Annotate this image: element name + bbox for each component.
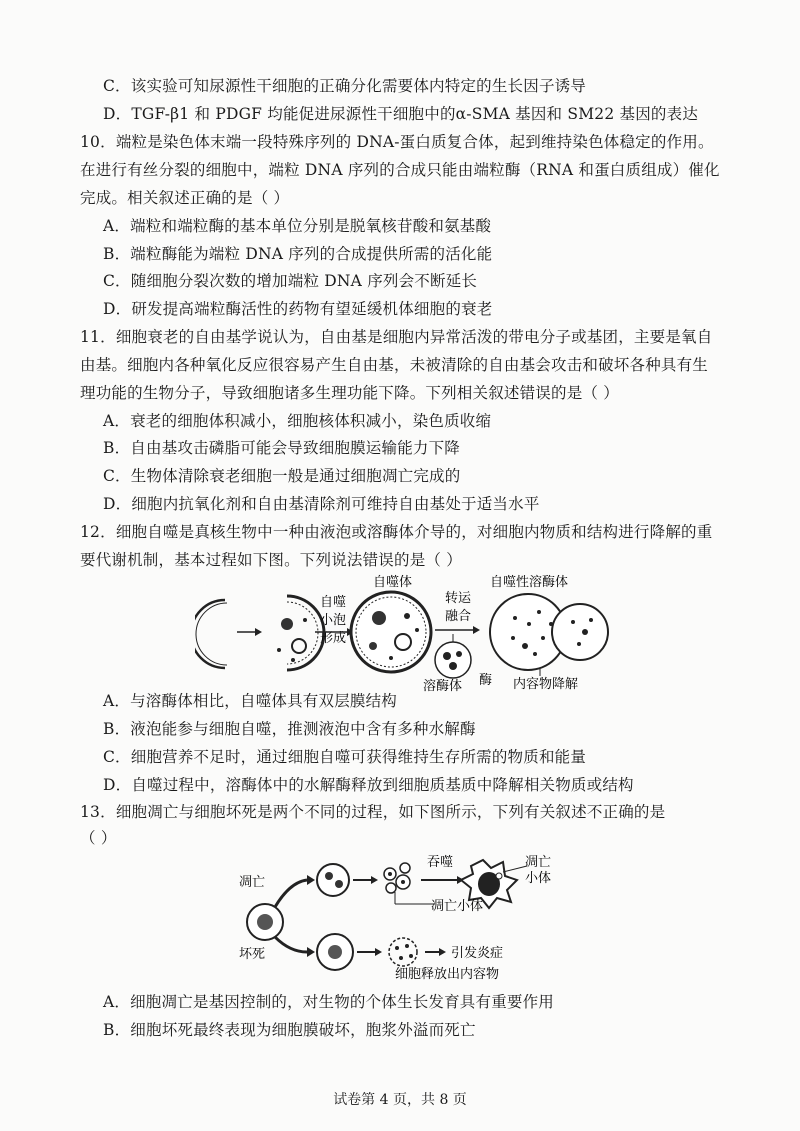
option-d-q11: D．细胞内抗氧化剂和自由基清除剂可维持自由基处于适当水平 — [103, 495, 540, 513]
label-necrosis: 坏死 — [239, 947, 266, 962]
label-autophagosome: 自噬体 — [373, 575, 413, 590]
question-10-stem-3: 完成。相关叙述正确的是（ ） — [80, 189, 290, 207]
label-formation: 形成 — [320, 631, 347, 646]
question-12-stem-2: 要代谢机制，基本过程如下图。下列说法错误的是（ ） — [80, 551, 462, 569]
label-apoptotic-body: 凋亡小体 — [431, 899, 484, 914]
label-autophagy: 自噬 — [320, 595, 347, 610]
label-release: 细胞释放出内容物 — [395, 967, 500, 982]
autophagy-diagram — [195, 572, 625, 692]
label-autolysosome: 自噬性溶酶体 — [490, 575, 569, 590]
question-11-stem-1: 11．细胞衰老的自由基学说认为，自由基是细胞内异常活泼的带电分子或基团，主要是氧自 — [80, 328, 713, 346]
lysosome — [435, 642, 471, 678]
option-c-q9: C．该实验可知尿源性干细胞的正确分化需要体内特定的生长因子诱导 — [103, 77, 587, 95]
option-b-q12: B．液泡能参与细胞自噬，推测液泡中含有多种水解酶 — [103, 720, 476, 738]
shrinking-cell — [317, 864, 349, 896]
option-c-q12: C．细胞营养不足时，通过细胞自噬可获得维持生存所需的物质和能量 — [103, 748, 587, 766]
option-a-q12: A．与溶酶体相比，自噬体具有双层膜结构 — [103, 692, 397, 710]
label-transport: 转运 — [445, 591, 472, 606]
burst-cell — [389, 938, 417, 966]
option-c-q11: C．生物体清除衰老细胞一般是通过细胞凋亡完成的 — [103, 467, 461, 485]
label-phagocytosis: 吞噬 — [427, 855, 454, 870]
phagophore-membrane — [195, 600, 225, 668]
question-12-stem-1: 12．细胞自噬是真核生物中一种由液泡或溶酶体介导的，对细胞内物质和结构进行降解的重 — [80, 523, 713, 541]
question-11-stem-2: 由基。细胞内各种氧化反应很容易产生自由基，未被清除的自由基会攻击和破坏各种具有生 — [80, 356, 709, 374]
label-apoptosis: 凋亡 — [239, 875, 266, 890]
label-fusion: 融合 — [445, 609, 472, 624]
option-c-q10: C．随细胞分裂次数的增加端粒 DNA 序列会不断延长 — [103, 272, 478, 290]
label-apoptotic-body-top-1: 凋亡 — [525, 855, 552, 870]
apoptosis-necrosis-diagram — [235, 852, 555, 982]
label-degradation: 内容物降解 — [513, 677, 579, 692]
question-11-stem-3: 理功能的生物分子，导致细胞诸多生理功能下降。下列相关叙述错误的是（ ） — [80, 384, 619, 402]
option-b-q10: B．端粒酶能为端粒 DNA 序列的合成提供所需的活化能 — [103, 245, 493, 263]
option-d-q10: D．研发提高端粒酶活性的药物有望延缓机体细胞的衰老 — [103, 300, 493, 318]
option-a-q11: A．衰老的细胞体积减小，细胞核体积减小，染色质收缩 — [103, 412, 492, 430]
option-d-q9: D．TGF-β1 和 PDGF 均能促进尿源性干细胞中的α-SMA 基因和 SM22 基因的表达 — [103, 105, 699, 123]
option-a-q13: A．细胞凋亡是基因控制的，对生物的个体生长发育具有重要作用 — [103, 993, 554, 1011]
label-lysosome: 溶酶体 — [423, 679, 463, 692]
label-enzyme: 酶 — [479, 673, 493, 688]
question-10-stem-1: 10．端粒是染色体末端一段特殊序列的 DNA-蛋白质复合体，起到维持染色体稳定的作用。 — [80, 133, 714, 151]
question-13-stem-1: 13．细胞凋亡与细胞坏死是两个不同的过程，如下图所示，下列有关叙述不正确的是 — [80, 803, 666, 821]
label-vesicle: 小泡 — [320, 613, 347, 628]
question-10-stem-2: 在进行有丝分裂的细胞中，端粒 DNA 序列的合成只能由端粒酶（RNA 和蛋白质组成）催化 — [80, 161, 720, 179]
option-b-q13: B．细胞坏死最终表现为细胞膜破坏，胞浆外溢而死亡 — [103, 1021, 476, 1039]
option-a-q10: A．端粒和端粒酶的基本单位分别是脱氧核苷酸和氨基酸 — [103, 217, 492, 235]
label-apoptotic-body-top-2: 小体 — [525, 871, 552, 886]
label-inflammation: 引发炎症 — [451, 946, 504, 961]
option-b-q11: B．自由基攻击磷脂可能会导致细胞膜运输能力下降 — [103, 439, 460, 457]
page-footer: 试卷第 4 页，共 8 页 — [333, 1092, 467, 1108]
question-13-stem-2: （ ） — [80, 829, 117, 847]
option-d-q12: D．自噬过程中，溶酶体中的水解酶释放到细胞质基质中降解相关物质或结构 — [103, 776, 634, 794]
